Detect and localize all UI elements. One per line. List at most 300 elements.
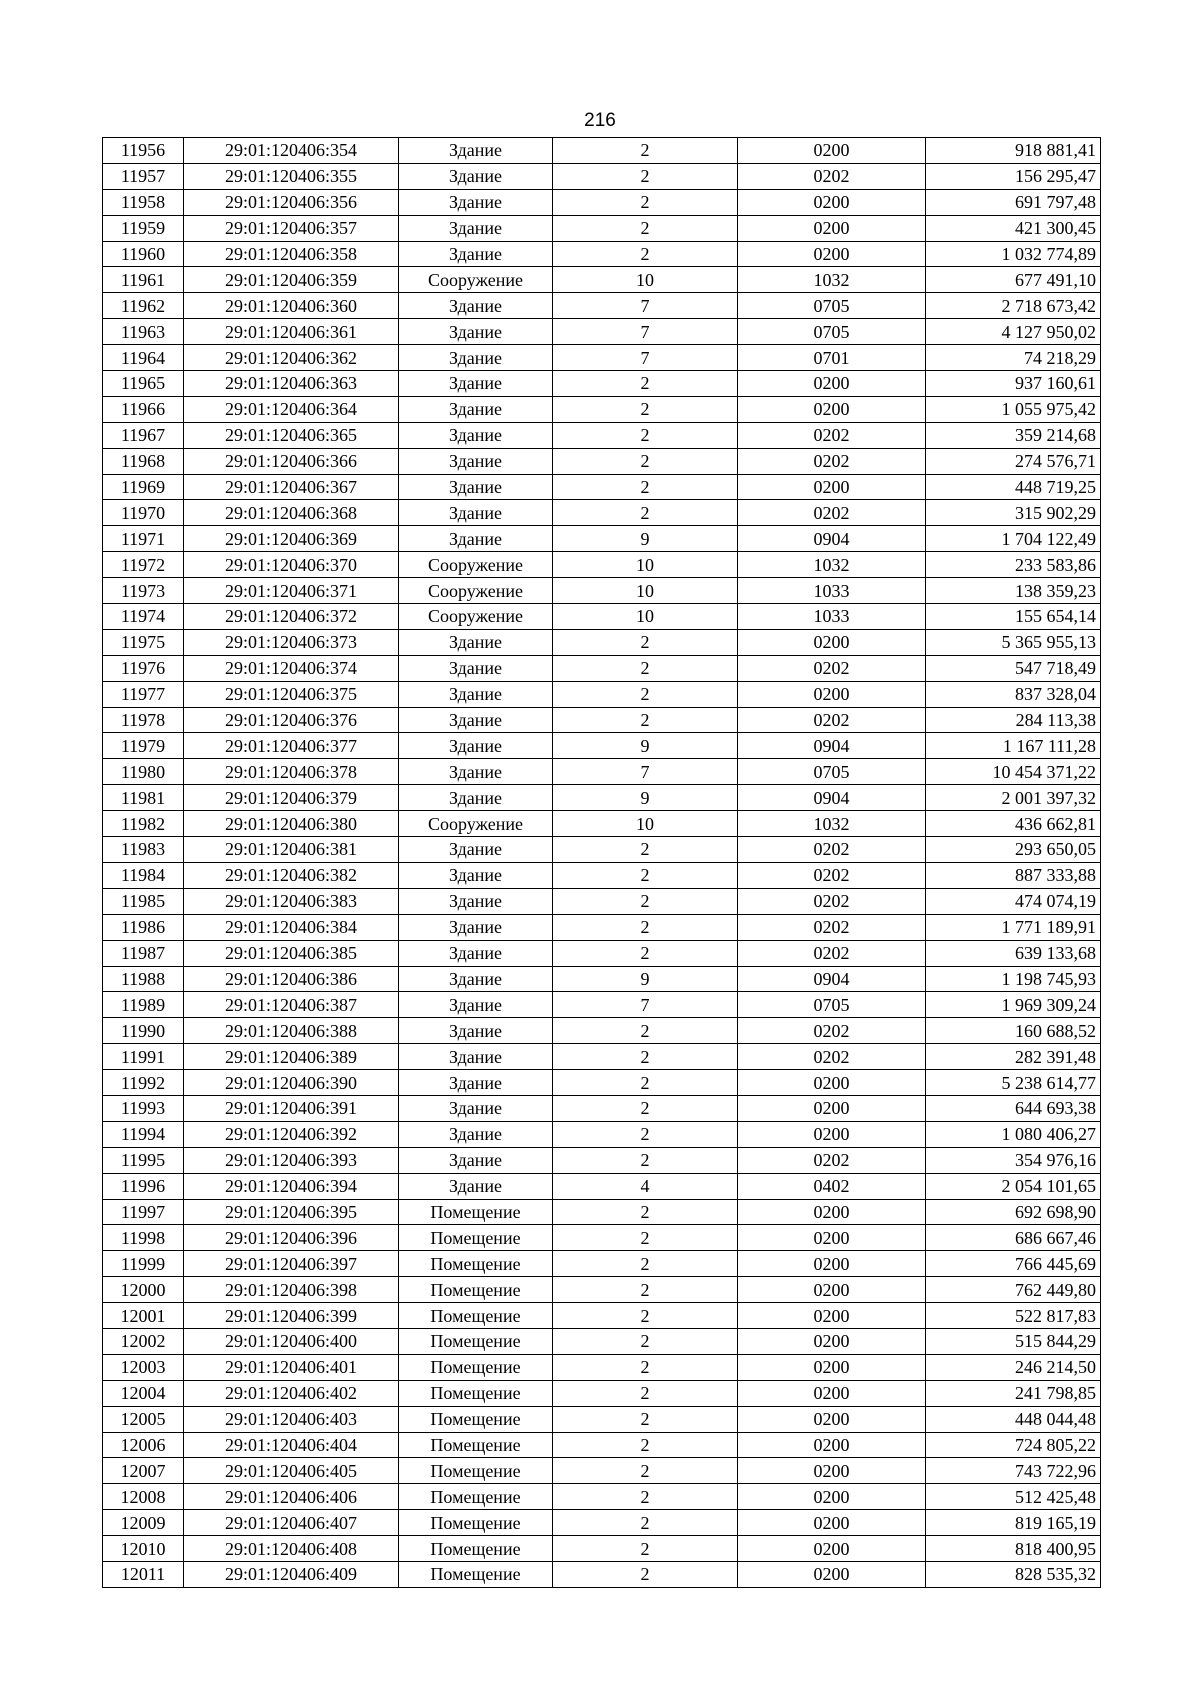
object-type-cell: Здание (399, 345, 553, 371)
cadastral-number-cell: 29:01:120406:372 (184, 604, 399, 630)
table-row (103, 267, 1101, 293)
row-number-cell: 11969 (103, 474, 184, 500)
cadastral-number-cell: 29:01:120406:363 (184, 371, 399, 397)
table-row (103, 888, 1101, 914)
table-row (103, 1303, 1101, 1329)
subgroup-code-cell: 0200 (738, 1225, 926, 1251)
cadastral-value-cell: 547 718,49 (926, 655, 1101, 681)
subgroup-code-cell: 0202 (738, 707, 926, 733)
cadastral-number-cell: 29:01:120406:399 (184, 1303, 399, 1329)
cadastral-value-cell: 282 391,48 (926, 1044, 1101, 1070)
subgroup-code-cell: 0202 (738, 422, 926, 448)
row-number-cell: 11962 (103, 293, 184, 319)
cadastral-number-cell: 29:01:120406:394 (184, 1173, 399, 1199)
object-type-cell: Помещение (399, 1225, 553, 1251)
cadastral-number-cell: 29:01:120406:390 (184, 1070, 399, 1096)
row-number-cell: 11991 (103, 1044, 184, 1070)
cadastral-value-cell: 315 902,29 (926, 500, 1101, 526)
cadastral-number-cell: 29:01:120406:376 (184, 707, 399, 733)
object-type-cell: Здание (399, 422, 553, 448)
group-cell: 2 (553, 707, 738, 733)
table-row (103, 1458, 1101, 1484)
cadastral-number-cell: 29:01:120406:391 (184, 1095, 399, 1121)
cadastral-number-cell: 29:01:120406:401 (184, 1354, 399, 1380)
subgroup-code-cell: 0202 (738, 940, 926, 966)
table-row (103, 785, 1101, 811)
table-row (103, 681, 1101, 707)
subgroup-code-cell: 0705 (738, 759, 926, 785)
subgroup-code-cell: 1033 (738, 578, 926, 604)
table-row (103, 293, 1101, 319)
cadastral-value-cell: 448 044,48 (926, 1406, 1101, 1432)
row-number-cell: 11985 (103, 888, 184, 914)
table-row (103, 241, 1101, 267)
cadastral-number-cell: 29:01:120406:403 (184, 1406, 399, 1432)
cadastral-number-cell: 29:01:120406:367 (184, 474, 399, 500)
group-cell: 7 (553, 319, 738, 345)
object-type-cell: Сооружение (399, 811, 553, 837)
cadastral-value-cell: 155 654,14 (926, 604, 1101, 630)
cadastral-number-cell: 29:01:120406:366 (184, 448, 399, 474)
cadastral-number-cell: 29:01:120406:382 (184, 862, 399, 888)
row-number-cell: 11975 (103, 629, 184, 655)
group-cell: 2 (553, 629, 738, 655)
subgroup-code-cell: 0200 (738, 189, 926, 215)
group-cell: 2 (553, 1510, 738, 1536)
cadastral-value-cell: 474 074,19 (926, 888, 1101, 914)
object-type-cell: Помещение (399, 1354, 553, 1380)
object-type-cell: Помещение (399, 1536, 553, 1562)
group-cell: 2 (553, 1251, 738, 1277)
cadastral-value-cell: 1 198 745,93 (926, 966, 1101, 992)
row-number-cell: 11999 (103, 1251, 184, 1277)
object-type-cell: Помещение (399, 1251, 553, 1277)
cadastral-number-cell: 29:01:120406:365 (184, 422, 399, 448)
cadastral-value-cell: 686 667,46 (926, 1225, 1101, 1251)
object-type-cell: Здание (399, 862, 553, 888)
row-number-cell: 12011 (103, 1561, 184, 1587)
table-row (103, 448, 1101, 474)
row-number-cell: 11963 (103, 319, 184, 345)
subgroup-code-cell: 0202 (738, 163, 926, 189)
object-type-cell: Здание (399, 837, 553, 863)
subgroup-code-cell: 0200 (738, 215, 926, 241)
subgroup-code-cell: 0200 (738, 1303, 926, 1329)
table-row (103, 862, 1101, 888)
object-type-cell: Здание (399, 163, 553, 189)
subgroup-code-cell: 0200 (738, 1328, 926, 1354)
cadastral-number-cell: 29:01:120406:354 (184, 138, 399, 164)
cadastral-value-cell: 691 797,48 (926, 189, 1101, 215)
cadastral-number-cell: 29:01:120406:362 (184, 345, 399, 371)
object-type-cell: Здание (399, 888, 553, 914)
table-row (103, 1199, 1101, 1225)
table-row (103, 1484, 1101, 1510)
cadastral-number-cell: 29:01:120406:368 (184, 500, 399, 526)
row-number-cell: 11983 (103, 837, 184, 863)
table-row (103, 733, 1101, 759)
object-type-cell: Помещение (399, 1199, 553, 1225)
cadastral-value-cell: 274 576,71 (926, 448, 1101, 474)
cadastral-number-cell: 29:01:120406:397 (184, 1251, 399, 1277)
subgroup-code-cell: 0200 (738, 1458, 926, 1484)
cadastral-value-cell: 233 583,86 (926, 552, 1101, 578)
row-number-cell: 12005 (103, 1406, 184, 1432)
row-number-cell: 11956 (103, 138, 184, 164)
subgroup-code-cell: 0200 (738, 1561, 926, 1587)
cadastral-number-cell: 29:01:120406:404 (184, 1432, 399, 1458)
group-cell: 2 (553, 1044, 738, 1070)
cadastral-value-cell: 359 214,68 (926, 422, 1101, 448)
cadastral-value-cell: 828 535,32 (926, 1561, 1101, 1587)
cadastral-number-cell: 29:01:120406:393 (184, 1147, 399, 1173)
object-type-cell: Здание (399, 655, 553, 681)
row-number-cell: 12002 (103, 1328, 184, 1354)
group-cell: 2 (553, 1303, 738, 1329)
group-cell: 2 (553, 371, 738, 397)
row-number-cell: 12001 (103, 1303, 184, 1329)
row-number-cell: 12000 (103, 1277, 184, 1303)
table-row (103, 138, 1101, 164)
row-number-cell: 11989 (103, 992, 184, 1018)
object-type-cell: Помещение (399, 1561, 553, 1587)
cadastral-number-cell: 29:01:120406:364 (184, 396, 399, 422)
table-row (103, 1070, 1101, 1096)
subgroup-code-cell: 0200 (738, 1251, 926, 1277)
table-row (103, 474, 1101, 500)
subgroup-code-cell: 0202 (738, 655, 926, 681)
object-type-cell: Помещение (399, 1406, 553, 1432)
group-cell: 2 (553, 940, 738, 966)
group-cell: 2 (553, 396, 738, 422)
group-cell: 2 (553, 189, 738, 215)
group-cell: 2 (553, 500, 738, 526)
group-cell: 2 (553, 163, 738, 189)
cadastral-value-cell: 436 662,81 (926, 811, 1101, 837)
row-number-cell: 11996 (103, 1173, 184, 1199)
group-cell: 9 (553, 966, 738, 992)
subgroup-code-cell: 0200 (738, 1484, 926, 1510)
cadastral-value-cell: 448 719,25 (926, 474, 1101, 500)
row-number-cell: 12004 (103, 1380, 184, 1406)
subgroup-code-cell: 0705 (738, 992, 926, 1018)
group-cell: 2 (553, 1095, 738, 1121)
object-type-cell: Здание (399, 733, 553, 759)
subgroup-code-cell: 0200 (738, 681, 926, 707)
cadastral-number-cell: 29:01:120406:371 (184, 578, 399, 604)
cadastral-number-cell: 29:01:120406:386 (184, 966, 399, 992)
group-cell: 2 (553, 1328, 738, 1354)
table-row (103, 1121, 1101, 1147)
cadastral-number-cell: 29:01:120406:400 (184, 1328, 399, 1354)
group-cell: 10 (553, 552, 738, 578)
subgroup-code-cell: 0200 (738, 1432, 926, 1458)
table-row (103, 604, 1101, 630)
cadastral-value-cell: 837 328,04 (926, 681, 1101, 707)
object-type-cell: Сооружение (399, 578, 553, 604)
object-type-cell: Здание (399, 319, 553, 345)
subgroup-code-cell: 0402 (738, 1173, 926, 1199)
subgroup-code-cell: 1032 (738, 267, 926, 293)
cadastral-value-cell: 512 425,48 (926, 1484, 1101, 1510)
subgroup-code-cell: 1032 (738, 552, 926, 578)
row-number-cell: 11990 (103, 1018, 184, 1044)
group-cell: 2 (553, 1070, 738, 1096)
table-row (103, 396, 1101, 422)
cadastral-value-cell: 639 133,68 (926, 940, 1101, 966)
subgroup-code-cell: 0202 (738, 914, 926, 940)
subgroup-code-cell: 0200 (738, 1536, 926, 1562)
cadastral-value-cell: 743 722,96 (926, 1458, 1101, 1484)
subgroup-code-cell: 0200 (738, 474, 926, 500)
subgroup-code-cell: 0200 (738, 1406, 926, 1432)
object-type-cell: Здание (399, 629, 553, 655)
table-row (103, 966, 1101, 992)
cadastral-value-cell: 724 805,22 (926, 1432, 1101, 1458)
cadastral-number-cell: 29:01:120406:395 (184, 1199, 399, 1225)
cadastral-value-cell: 2 054 101,65 (926, 1173, 1101, 1199)
cadastral-value-cell: 766 445,69 (926, 1251, 1101, 1277)
group-cell: 2 (553, 1380, 738, 1406)
cadastral-number-cell: 29:01:120406:369 (184, 526, 399, 552)
row-number-cell: 11986 (103, 914, 184, 940)
cadastral-value-cell: 692 698,90 (926, 1199, 1101, 1225)
row-number-cell: 11973 (103, 578, 184, 604)
cadastral-value-cell: 522 817,83 (926, 1303, 1101, 1329)
cadastral-number-cell: 29:01:120406:378 (184, 759, 399, 785)
object-type-cell: Помещение (399, 1458, 553, 1484)
subgroup-code-cell: 0202 (738, 837, 926, 863)
row-number-cell: 12008 (103, 1484, 184, 1510)
cadastral-number-cell: 29:01:120406:370 (184, 552, 399, 578)
object-type-cell: Здание (399, 914, 553, 940)
cadastral-value-cell: 762 449,80 (926, 1277, 1101, 1303)
table-row (103, 992, 1101, 1018)
object-type-cell: Помещение (399, 1328, 553, 1354)
group-cell: 2 (553, 1458, 738, 1484)
cadastral-value-cell: 246 214,50 (926, 1354, 1101, 1380)
group-cell: 7 (553, 759, 738, 785)
row-number-cell: 11967 (103, 422, 184, 448)
table-row (103, 1044, 1101, 1070)
table-row (103, 940, 1101, 966)
table-row (103, 1225, 1101, 1251)
cadastral-number-cell: 29:01:120406:373 (184, 629, 399, 655)
row-number-cell: 11959 (103, 215, 184, 241)
object-type-cell: Здание (399, 1095, 553, 1121)
cadastral-number-cell: 29:01:120406:357 (184, 215, 399, 241)
group-cell: 2 (553, 837, 738, 863)
object-type-cell: Здание (399, 138, 553, 164)
subgroup-code-cell: 0904 (738, 966, 926, 992)
group-cell: 2 (553, 474, 738, 500)
group-cell: 2 (553, 1354, 738, 1380)
cadastral-value-cell: 5 238 614,77 (926, 1070, 1101, 1096)
cadastral-value-cell: 819 165,19 (926, 1510, 1101, 1536)
row-number-cell: 11970 (103, 500, 184, 526)
cadastral-number-cell: 29:01:120406:407 (184, 1510, 399, 1536)
table-row (103, 345, 1101, 371)
table-body (103, 138, 1101, 1588)
cadastral-value-cell: 918 881,41 (926, 138, 1101, 164)
row-number-cell: 11980 (103, 759, 184, 785)
table-row (103, 759, 1101, 785)
cadastral-value-cell: 1 704 122,49 (926, 526, 1101, 552)
cadastral-number-cell: 29:01:120406:361 (184, 319, 399, 345)
object-type-cell: Здание (399, 241, 553, 267)
object-type-cell: Помещение (399, 1510, 553, 1536)
subgroup-code-cell: 0904 (738, 785, 926, 811)
object-type-cell: Здание (399, 189, 553, 215)
object-type-cell: Здание (399, 1173, 553, 1199)
group-cell: 7 (553, 293, 738, 319)
table-row (103, 422, 1101, 448)
group-cell: 2 (553, 1561, 738, 1587)
table-row (103, 552, 1101, 578)
subgroup-code-cell: 0200 (738, 1354, 926, 1380)
subgroup-code-cell: 0200 (738, 1070, 926, 1096)
row-number-cell: 11958 (103, 189, 184, 215)
cadastral-value-cell: 138 359,23 (926, 578, 1101, 604)
group-cell: 10 (553, 604, 738, 630)
group-cell: 7 (553, 345, 738, 371)
subgroup-code-cell: 0705 (738, 293, 926, 319)
row-number-cell: 12003 (103, 1354, 184, 1380)
subgroup-code-cell: 1032 (738, 811, 926, 837)
object-type-cell: Здание (399, 785, 553, 811)
table-row (103, 1018, 1101, 1044)
table-row (103, 215, 1101, 241)
subgroup-code-cell: 0200 (738, 629, 926, 655)
object-type-cell: Здание (399, 396, 553, 422)
group-cell: 2 (553, 655, 738, 681)
cadastral-value-cell: 644 693,38 (926, 1095, 1101, 1121)
cadastral-number-cell: 29:01:120406:406 (184, 1484, 399, 1510)
group-cell: 2 (553, 888, 738, 914)
object-type-cell: Здание (399, 474, 553, 500)
table-row (103, 655, 1101, 681)
table-row (103, 1380, 1101, 1406)
cadastral-number-cell: 29:01:120406:387 (184, 992, 399, 1018)
subgroup-code-cell: 0200 (738, 1380, 926, 1406)
subgroup-code-cell: 0202 (738, 448, 926, 474)
object-type-cell: Здание (399, 940, 553, 966)
object-type-cell: Здание (399, 215, 553, 241)
row-number-cell: 11977 (103, 681, 184, 707)
object-type-cell: Здание (399, 1070, 553, 1096)
object-type-cell: Сооружение (399, 267, 553, 293)
page-number: 216 (584, 110, 616, 131)
cadastral-value-cell: 10 454 371,22 (926, 759, 1101, 785)
group-cell: 9 (553, 785, 738, 811)
cadastral-number-cell: 29:01:120406:355 (184, 163, 399, 189)
object-type-cell: Сооружение (399, 604, 553, 630)
cadastral-value-cell: 284 113,38 (926, 707, 1101, 733)
cadastral-value-cell: 156 295,47 (926, 163, 1101, 189)
subgroup-code-cell: 0200 (738, 396, 926, 422)
cadastral-number-cell: 29:01:120406:398 (184, 1277, 399, 1303)
cadastral-value-cell: 2 001 397,32 (926, 785, 1101, 811)
cadastral-value-cell: 937 160,61 (926, 371, 1101, 397)
group-cell: 2 (553, 1121, 738, 1147)
cadastral-value-cell: 818 400,95 (926, 1536, 1101, 1562)
table-row (103, 629, 1101, 655)
row-number-cell: 11961 (103, 267, 184, 293)
row-number-cell: 12006 (103, 1432, 184, 1458)
table-row (103, 1147, 1101, 1173)
table-row (103, 319, 1101, 345)
row-number-cell: 11960 (103, 241, 184, 267)
cadastral-value-cell: 1 032 774,89 (926, 241, 1101, 267)
group-cell: 2 (553, 1225, 738, 1251)
subgroup-code-cell: 0202 (738, 1018, 926, 1044)
cadastral-number-cell: 29:01:120406:392 (184, 1121, 399, 1147)
object-type-cell: Здание (399, 293, 553, 319)
cadastral-value-cell: 1 080 406,27 (926, 1121, 1101, 1147)
cadastral-value-cell: 74 218,29 (926, 345, 1101, 371)
group-cell: 2 (553, 1277, 738, 1303)
cadastral-value-cell: 515 844,29 (926, 1328, 1101, 1354)
subgroup-code-cell: 0200 (738, 1510, 926, 1536)
group-cell: 2 (553, 1432, 738, 1458)
cadastral-value-table (102, 137, 1101, 1588)
cadastral-number-cell: 29:01:120406:402 (184, 1380, 399, 1406)
row-number-cell: 11971 (103, 526, 184, 552)
table-row (103, 1173, 1101, 1199)
row-number-cell: 11984 (103, 862, 184, 888)
object-type-cell: Здание (399, 371, 553, 397)
object-type-cell: Здание (399, 992, 553, 1018)
group-cell: 2 (553, 1199, 738, 1225)
subgroup-code-cell: 0904 (738, 526, 926, 552)
object-type-cell: Помещение (399, 1277, 553, 1303)
cadastral-number-cell: 29:01:120406:380 (184, 811, 399, 837)
cadastral-number-cell: 29:01:120406:396 (184, 1225, 399, 1251)
group-cell: 2 (553, 1018, 738, 1044)
object-type-cell: Здание (399, 966, 553, 992)
group-cell: 2 (553, 1484, 738, 1510)
group-cell: 2 (553, 215, 738, 241)
table-row (103, 526, 1101, 552)
cadastral-number-cell: 29:01:120406:381 (184, 837, 399, 863)
cadastral-number-cell: 29:01:120406:356 (184, 189, 399, 215)
subgroup-code-cell: 0202 (738, 1044, 926, 1070)
cadastral-value-cell: 293 650,05 (926, 837, 1101, 863)
subgroup-code-cell: 0705 (738, 319, 926, 345)
row-number-cell: 11987 (103, 940, 184, 966)
row-number-cell: 11988 (103, 966, 184, 992)
object-type-cell: Здание (399, 759, 553, 785)
row-number-cell: 11972 (103, 552, 184, 578)
object-type-cell: Здание (399, 448, 553, 474)
group-cell: 2 (553, 422, 738, 448)
subgroup-code-cell: 0202 (738, 1147, 926, 1173)
row-number-cell: 12009 (103, 1510, 184, 1536)
group-cell: 2 (553, 681, 738, 707)
row-number-cell: 11968 (103, 448, 184, 474)
object-type-cell: Здание (399, 1121, 553, 1147)
cadastral-value-cell: 4 127 950,02 (926, 319, 1101, 345)
subgroup-code-cell: 0202 (738, 862, 926, 888)
cadastral-number-cell: 29:01:120406:384 (184, 914, 399, 940)
cadastral-value-cell: 2 718 673,42 (926, 293, 1101, 319)
row-number-cell: 11981 (103, 785, 184, 811)
group-cell: 7 (553, 992, 738, 1018)
row-number-cell: 12010 (103, 1536, 184, 1562)
group-cell: 10 (553, 267, 738, 293)
group-cell: 9 (553, 733, 738, 759)
table-row (103, 707, 1101, 733)
